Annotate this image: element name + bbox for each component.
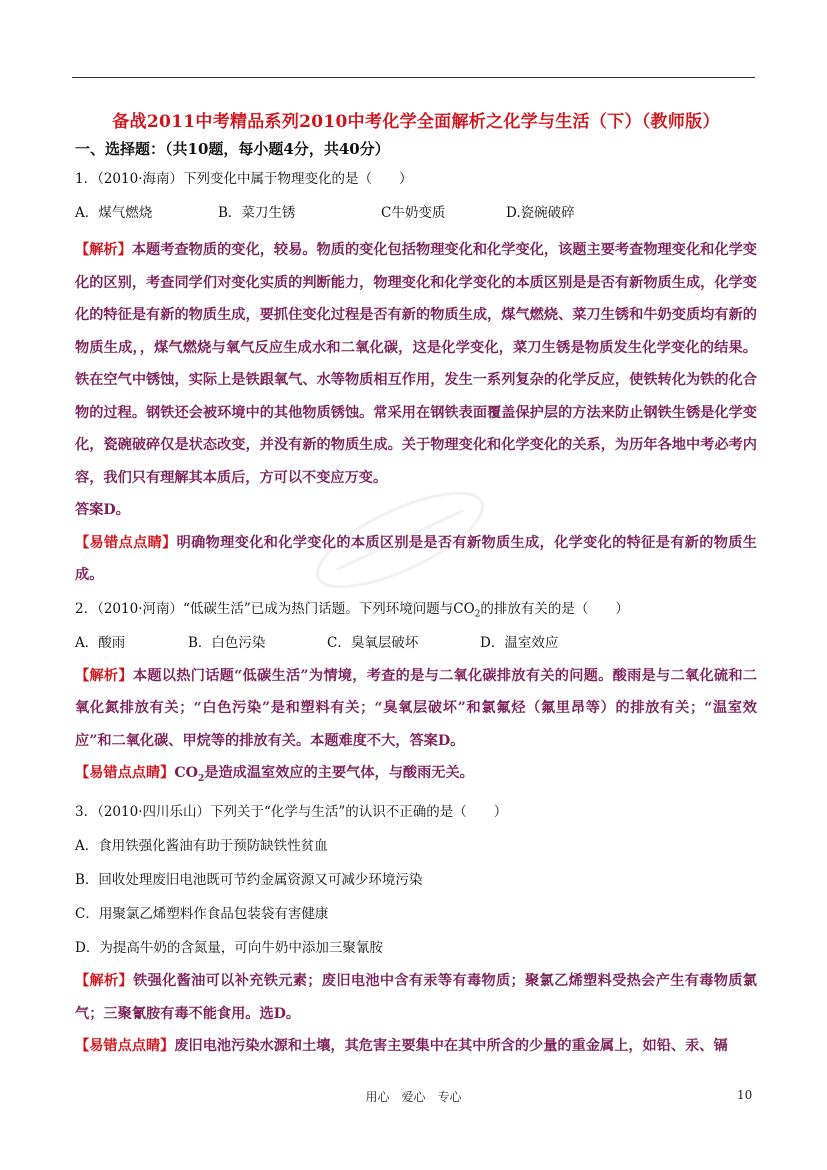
question-2-stem <box>75 592 757 626</box>
pitfall-text: 废旧电池污染水源和土壤，其危害主要集中在其中所含的少量的重金属上，如铅、汞、镉 <box>174 1038 728 1055</box>
question-1-stem: 1．（2010·海南）下列变化中属于物理变化的是（ ） <box>75 171 413 187</box>
question-2-stem-subscript: 2 <box>474 609 481 620</box>
pitfall-subscript: 2 <box>197 773 205 784</box>
question-2-option-b: B．白色污染 <box>188 634 266 651</box>
question-3-option-d: D．为提高牛奶的含氮量，可向牛奶中添加三聚氰胺 <box>75 940 383 957</box>
question-1-options <box>75 196 757 230</box>
header-rule <box>72 77 755 78</box>
question-3-pitfall <box>75 1030 757 1063</box>
analysis-text: 本题考查物质的变化，较易。物质的变化包括物理变化和化学变化，该题主要考查物理变化和化学变化的区别，考查同学们对变化实质的判断能力，物理变化和化学变化的本质区别是是否有新物质生成，化学变化的特征是有新的物质生成，要抓住变化过程是否有新的物质生成，煤气燃烧、菜刀生锈和牛奶变质均有新的物质生成，，煤气燃烧与氧气反应生成水和二氧化碳，这是化学变化，菜刀生锈是物质发生化学变化的结果。铁在空气中锈蚀，实际上是铁跟氧气、水等物质相互作用，发生一系列复杂的化学反应，使铁转化为铁的化合物的过程。钢铁还会被环境中的其他物质锈蚀。常采用在钢铁表面覆盖保护层的方法来防止钢铁生锈是化学变化，瓷碗破碎仅是状态改变，并没有新的物质生成。关于物理变化和化学变化的关系，为历年各地中考必考内容，我们只有理解其本质后，方可以不变应万变。 <box>75 242 757 486</box>
question-1-option-d: D.瓷碗破碎 <box>506 205 575 221</box>
question-2-option-c: C．臭氧层破坏 <box>327 634 419 651</box>
analysis-tag: 【解析】 <box>75 242 132 258</box>
analysis-text: 铁强化酱油可以补充铁元素；废旧电池中含有汞等有毒物质；聚氯乙烯塑料受热会产生有毒物质氯气；三聚氰胺有毒不能食用。选D。 <box>75 973 757 1022</box>
question-1-option-b: B．菜刀生锈 <box>218 205 296 221</box>
question-1-option-c: C牛奶变质 <box>381 205 446 221</box>
question-3-option-c: C．用聚氯乙烯塑料作食品包装袋有害健康 <box>75 906 329 923</box>
pitfall-text-suffix: 是造成温室效应的主要气体，与酸雨无关。 <box>204 765 474 781</box>
question-2-option-a: A．酸雨 <box>75 634 126 651</box>
analysis-tag: 【解析】 <box>75 667 133 684</box>
pitfall-tag: 【易错点点睛】 <box>75 1038 175 1055</box>
question-2-stem-suffix: 的排放有关的是（ ） <box>480 600 629 617</box>
question-2-option-d: D．温室效应 <box>480 634 559 651</box>
question-3-option-a: A．食用铁强化酱油有助于预防缺铁性贫血 <box>75 838 328 855</box>
pitfall-text-prefix: CO <box>174 765 198 781</box>
analysis-tag: 【解析】 <box>75 973 134 990</box>
analysis-text: 本题以热门话题“低碳生活”为情境，考查的是与二氧化碳排放有关的问题。酸雨是与二氧化硫和二氧化氮排放有关；“白色污染”是和塑料有关；“臭氧层破坏”和氯氟烃（氟里昂等）的排放有关；“温室效应”和二氧化碳、甲烷等的排放有关。本题难度不大，答案D。 <box>75 667 757 749</box>
question-3-option-b: B．回收处理废旧电池既可节约金属资源又可减少环境污染 <box>75 872 423 889</box>
pitfall-text: 明确物理变化和化学变化的本质区别是是否有新物质生成，化学变化的特征是有新的物质生成。 <box>75 534 757 583</box>
page-number: 10 <box>737 1088 753 1102</box>
question-2-stem-prefix: 2．（2010·河南）“低碳生活”已成为热门话题。下列环境问题与CO <box>75 600 475 617</box>
pitfall-tag: 【易错点点睛】 <box>75 534 177 551</box>
section-heading: 一、选择题：（共10题，每小题4分，共40分） <box>75 140 390 158</box>
document-title: 备战2011中考精品系列2010中考化学全面解析之化学与生活（下）（教师版） <box>112 112 720 132</box>
question-1-pitfall <box>75 527 757 592</box>
pitfall-tag: 【易错点点睛】 <box>75 765 175 781</box>
question-1-option-a: A．煤气燃烧 <box>75 205 153 221</box>
footer-motto: 用心 爱心 专心 <box>365 1090 462 1104</box>
question-2-analysis <box>75 660 757 758</box>
question-1-analysis <box>75 234 757 494</box>
document-body <box>75 108 757 1063</box>
question-3-analysis <box>75 965 757 1030</box>
question-2-options <box>75 626 757 660</box>
question-2-pitfall <box>75 757 757 795</box>
question-3-stem: 3．（2010·四川乐山）下列关于“化学与生活”的认识不正确的是（ ） <box>75 804 508 821</box>
question-1-answer: 答案D。 <box>75 502 130 518</box>
